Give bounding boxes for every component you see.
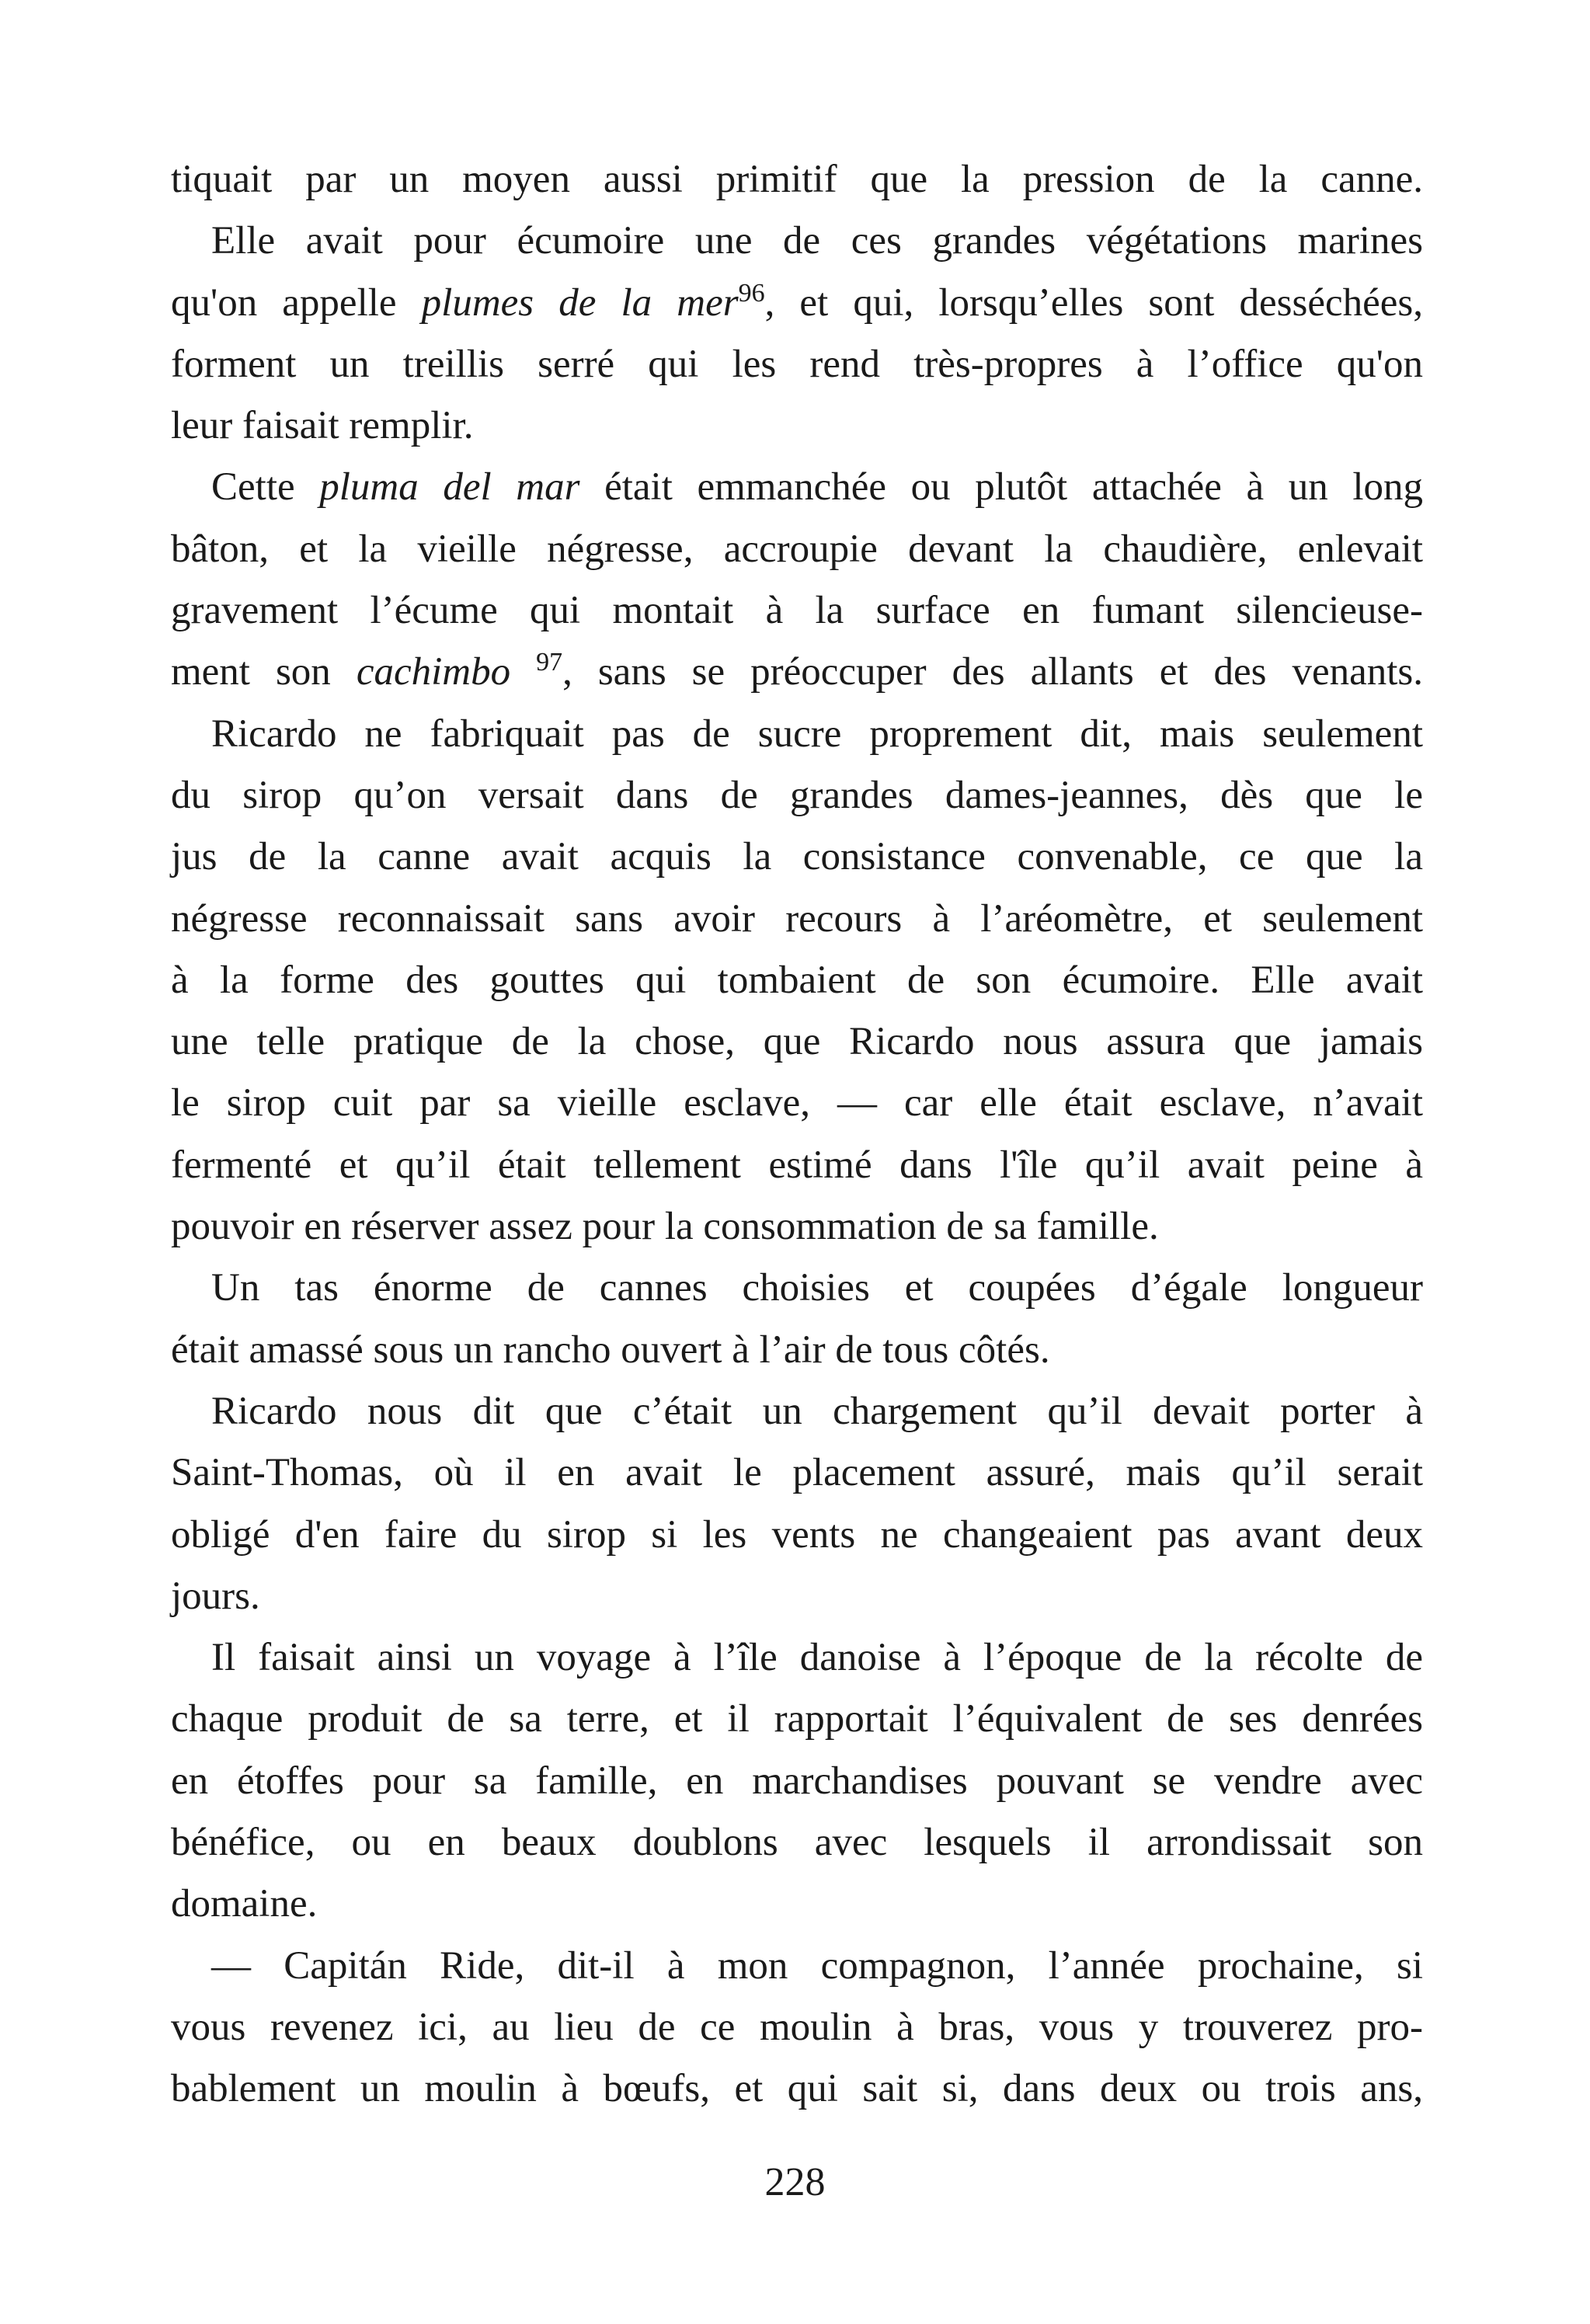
- text-segment: bâton, et la vieille négresse, accroupie devant la chaudière, enlevait: [171, 527, 1423, 571]
- text-line: [171, 1258, 1423, 1319]
- text-segment: Elle avait pour écumoire une de ces grandes végétations marines: [211, 219, 1423, 263]
- text-segment: le sirop cuit par sa vieille esclave, — car elle était esclave, n’avait: [171, 1081, 1423, 1125]
- text-segment: leur faisait remplir.: [171, 404, 474, 448]
- text-segment: bablement un moulin à bœufs, et qui sait si, dans deux ou trois ans,: [171, 2067, 1423, 2111]
- text-segment: , sans se préoccuper des allants et des venants.: [562, 650, 1424, 694]
- text-segment: du sirop qu’on versait dans de grandes dames-jeannes, dès que le: [171, 773, 1423, 817]
- text-segment: à la forme des gouttes qui tombaient de son écumoire. Elle avait: [171, 958, 1423, 1002]
- italic-term: pluma del mar: [319, 465, 580, 510]
- italic-term: cachimbo: [356, 650, 511, 694]
- text-segment: Il faisait ainsi un voyage à l’île danoise à l’époque de la récolte de: [211, 1636, 1423, 1680]
- text-line: [171, 1011, 1423, 1073]
- text-line: [171, 1689, 1423, 1750]
- text-line: [171, 1073, 1423, 1134]
- text-line: [171, 1505, 1423, 1566]
- text-line: [171, 273, 1423, 334]
- text-line: [171, 765, 1423, 826]
- text-line: [171, 1566, 1423, 1627]
- text-line: [171, 580, 1423, 642]
- text-segment: ment son: [171, 650, 357, 694]
- text-segment: qu'on appelle: [171, 280, 422, 325]
- text-segment: fermenté et qu’il était tellement estimé dans l'île qu’il avait peine à: [171, 1143, 1423, 1187]
- text-line: [171, 1442, 1423, 1504]
- text-segment: jours.: [171, 1574, 260, 1618]
- text-line: [171, 149, 1423, 210]
- text-segment: jus de la canne avait acquis la consistance convenable, ce que la: [171, 835, 1423, 879]
- text-segment: gravement l’écume qui montait à la surface en fumant silencieuse-: [171, 589, 1423, 633]
- text-line: [171, 642, 1423, 703]
- text-line: [171, 210, 1423, 272]
- text-line: [171, 1997, 1423, 2058]
- text-segment: obligé d'en faire du sirop si les vents ne changeaient pas avant deux: [171, 1512, 1423, 1557]
- text-line: [171, 950, 1423, 1011]
- text-line: [171, 889, 1423, 950]
- text-segment: pouvoir en réserver assez pour la consommation de sa famille.: [171, 1205, 1159, 1249]
- text-segment: Un tas énorme de cannes choisies et coupées d’égale longueur: [211, 1266, 1423, 1310]
- page-number: 228: [764, 2160, 826, 2204]
- text-segment: [510, 650, 536, 694]
- text-line: [171, 1873, 1423, 1935]
- italic-term: plumes de la mer: [421, 280, 739, 325]
- text-segment: bénéfice, ou en beaux doublons avec lesquels il arrondissait son: [171, 1821, 1423, 1865]
- text-line: [171, 1196, 1423, 1258]
- text-segment: forment un treillis serré qui les rend très-propres à l’office qu'on: [171, 342, 1423, 386]
- text-line: [171, 334, 1423, 395]
- body-text: [171, 149, 1423, 2120]
- text-segment: Ricardo ne fabriquait pas de sucre proprement dit, mais seulement: [211, 711, 1423, 756]
- text-segment: Cette: [211, 465, 320, 510]
- text-line: [171, 395, 1423, 457]
- text-segment: tiquait par un moyen aussi primitif que la pression de la canne.: [171, 158, 1423, 201]
- text-line: [171, 1381, 1423, 1442]
- text-segment: était amassé sous un rancho ouvert à l’air de tous côtés.: [171, 1327, 1050, 1372]
- text-line: [171, 1751, 1423, 1812]
- text-line: [171, 1320, 1423, 1381]
- text-segment: Saint-Thomas, où il en avait le placement assuré, mais qu’il serait: [171, 1451, 1423, 1495]
- text-line: [171, 704, 1423, 765]
- text-segment: — Capitán Ride, dit-il à mon compagnon, l’année prochaine, si: [211, 1943, 1423, 1988]
- text-line: [171, 457, 1423, 518]
- text-segment: négresse reconnaissait sans avoir recours à l’aréomètre, et seulement: [171, 896, 1423, 941]
- text-segment: Ricardo nous dit que c’était un chargement qu’il devait porter à: [211, 1389, 1423, 1433]
- text-segment: était emmanchée ou plutôt attachée à un long: [579, 465, 1424, 510]
- footnote-marker: 97: [536, 648, 563, 677]
- text-line: [171, 1627, 1423, 1689]
- text-segment: une telle pratique de la chose, que Ricardo nous assura que jamais: [171, 1020, 1423, 1064]
- text-line: [171, 1812, 1423, 1873]
- text-segment: , et qui, lorsqu’elles sont desséchées,: [764, 280, 1424, 325]
- text-line: [171, 1936, 1423, 1997]
- text-segment: vous revenez ici, au lieu de ce moulin à bras, vous y trouverez pro-: [171, 2005, 1423, 2049]
- text-line: [171, 826, 1423, 888]
- text-line: [171, 2058, 1423, 2120]
- text-segment: chaque produit de sa terre, et il rapportait l’équivalent de ses denrées: [171, 1697, 1423, 1741]
- text-line: [171, 519, 1423, 580]
- text-segment: domaine.: [171, 1882, 318, 1926]
- text-segment: en étoffes pour sa famille, en marchandises pouvant se vendre avec: [171, 1759, 1423, 1803]
- footnote-marker: 96: [738, 278, 765, 308]
- text-line: [171, 1135, 1423, 1196]
